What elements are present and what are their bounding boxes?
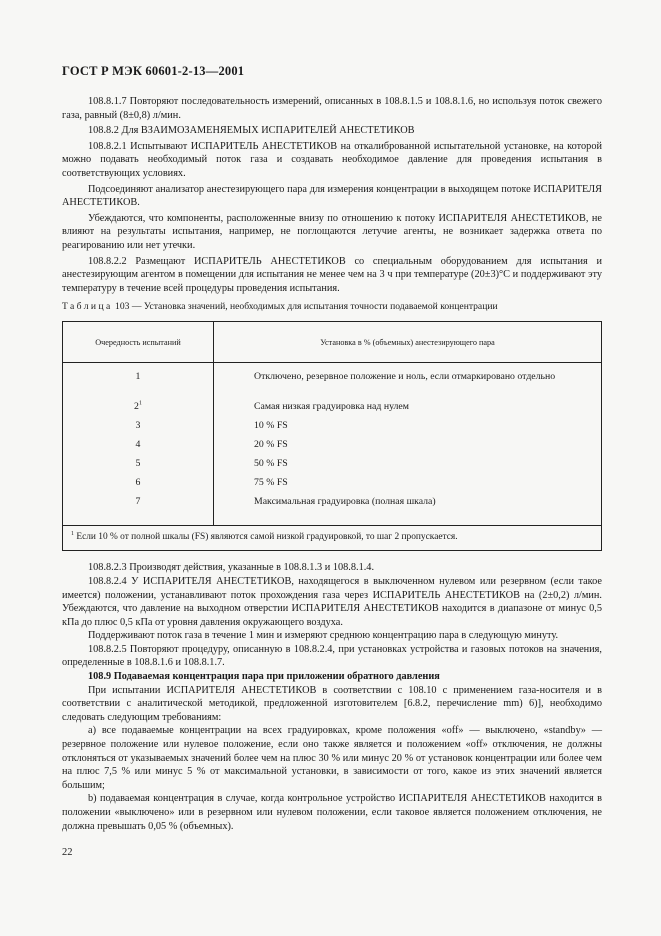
table-footnote [63, 526, 602, 551]
list-item: b) подаваемая концентрация в случае, когда контрольное устройство ИСПАРИТЕЛЯ АНЕСТЕТИКОВ находится в положении «выключено» или в резервном или нулевом положении, если таковое является положением отключения, не должна превышать 0,05 % (объемных). [62, 793, 602, 832]
page-content [62, 95, 602, 833]
setting-cell: 20 % FS [214, 439, 602, 458]
table-row [63, 439, 602, 458]
paragraph: Убеждаются, что компоненты, расположенные внизу по отношению к потоку ИСПАРИТЕЛЯ АНЕСТЕТИКОВ, не влияют на результаты испытания, например, не поглощаются летучие агенты, не возникает задержка ответа по реагированию или нет утечки. [62, 212, 602, 251]
test-order-cell: 4 [63, 439, 214, 458]
test-order-cell: 6 [63, 477, 214, 496]
table-row [63, 401, 602, 420]
paragraph: 108.8.2.2 Размещают ИСПАРИТЕЛЬ АНЕСТЕТИКОВ со специальным оборудованием для испытания и анестезирующим агентом в помещении для испытания не менее чем на 3 ч при температуре (20±3)°С и поддерживают эту температуру в течение всей процедуры проведения испытания. [62, 255, 602, 294]
paragraph: 108.8.2.3 Производят действия, указанные в 108.8.1.3 и 108.8.1.4. [88, 562, 375, 574]
paragraph: 108.8.2.4 У ИСПАРИТЕЛЯ АНЕСТЕТИКОВ, находящегося в выключенном нулевом или резервном (если такое имеется) положении, устанавливают поток прохождения газа через ИСПАРИТЕЛЬ АНЕСТЕТИКОВ на (2±0,2) л/мин. Убеждаются, что давление на выходном отверстии ИСПАРИТЕЛЯ АНЕСТЕТИКОВ находится в диапазоне от минус 0,5 кПа до плюс 0,5 кПа от уровня давления окружающего воздуха. [62, 575, 602, 628]
table-header-order: Очередность испытаний [63, 322, 214, 363]
footnote-mark: 1 [71, 531, 74, 538]
paragraph: При испытании ИСПАРИТЕЛЯ АНЕСТЕТИКОВ в соответствии с 108.10 с применением газа-носителя и в соответствии с аналитической методикой, предложенной изготовителем [6.8.2, перечисление mm) 6)], необходимо следовать следующим требованиям: [62, 684, 602, 723]
paragraph: 108.8.2.5 Повторяют процедуру, описанную в 108.8.2.4, при установках устройства и газовых потоков на значения, определенные в 108.8.1.6 и 108.8.1.7. [62, 643, 602, 669]
setting-cell: 75 % FS [214, 477, 602, 496]
setting-cell: Самая низкая градуировка над нулем [214, 401, 602, 420]
paragraph: 108.8.2.1 Испытывают ИСПАРИТЕЛЬ АНЕСТЕТИКОВ на откалиброванной испытательной установке, на которой можно подавать необходимый поток газа и создавать необходимое давление для проведения испытания в соответствующих условиях. [62, 140, 602, 179]
paragraph: Подсоединяют анализатор анестезирующего пара для измерения концентрации в выходящем потоке ИСПАРИТЕЛЯ АНЕСТЕТИКОВ. [62, 183, 602, 209]
table-header-setting: Установка в % (объемных) анестезирующего пара [214, 322, 602, 363]
test-order-cell: 5 [63, 458, 214, 477]
list-item: a) все подаваемые концентрации на всех градуировках, кроме положения «off» — выключено, «standby» — резервное положение или нулевое положение, если оно также является и положением «off» отключения, не должны отклоняться от указываемых значений более чем на плюс 30 % или минус 20 % от установок концентрации или более чем на плюс 7,5 % или минус 5 % от максимальной установки, в зависимости от того, какое из этих значений является большим; [62, 725, 602, 791]
table-row [63, 477, 602, 496]
test-order-cell [63, 401, 214, 420]
document-header: ГОСТ Р МЭК 60601-2-13—2001 [62, 64, 245, 78]
test-order-cell: 7 [63, 496, 214, 526]
table-caption-label: Таблица [62, 301, 113, 313]
footnote-text: Если 10 % от полной шкалы (FS) являются самой низкой градуировкой, то шаг 2 пропускается. [76, 532, 458, 543]
paragraph: Поддерживают поток газа в течение 1 мин и измеряют среднюю концентрацию пара в следующую минуту. [88, 630, 559, 642]
settings-table [62, 321, 602, 551]
setting-cell: Отключено, резервное положение и ноль, если отмаркировано отдельно [214, 363, 602, 402]
page-number: 22 [62, 847, 73, 858]
setting-cell: 10 % FS [214, 420, 602, 439]
table-row [63, 363, 602, 402]
setting-cell: Максимальная градуировка (полная шкала) [214, 496, 602, 526]
section-heading: 108.9 Подаваемая концентрация пара при приложении обратного давления [88, 671, 440, 683]
table-caption [62, 301, 602, 313]
table-row [63, 458, 602, 477]
paragraph: 108.8.1.7 Повторяют последовательность измерений, описанных в 108.8.1.5 и 108.8.1.6, но используя поток свежего газа, равный (8±0,8) л/мин. [62, 96, 602, 121]
test-order-number: 2 [134, 401, 139, 413]
subsection-title: 108.8.2 Для ВЗАИМОЗАМЕНЯЕМЫХ ИСПАРИТЕЛЕЙ АНЕСТЕТИКОВ [88, 125, 415, 137]
table-row [63, 420, 602, 439]
setting-cell: 50 % FS [214, 458, 602, 477]
test-order-cell: 1 [63, 363, 214, 402]
test-order-cell: 3 [63, 420, 214, 439]
table-row [63, 496, 602, 526]
table-caption-text: 103 — Установка значений, необходимых для испытания точности подаваемой концентрации [115, 301, 498, 313]
footnote-ref: 1 [138, 401, 142, 408]
